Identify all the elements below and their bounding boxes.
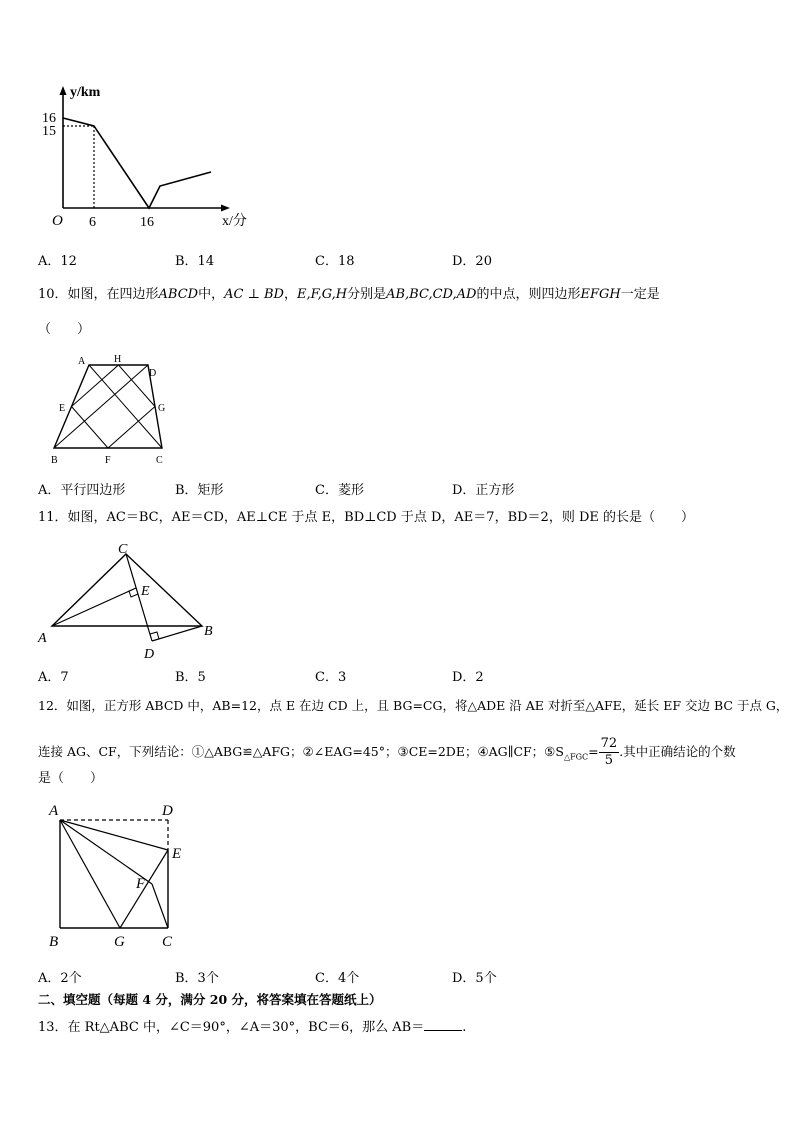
q12-frac-numerator: 72	[600, 736, 618, 751]
segment-af	[60, 820, 152, 884]
q10-option-a: A．平行四边形	[38, 483, 126, 498]
q12-label-b: B	[49, 934, 59, 950]
q10-option-b: B．矩形	[175, 483, 224, 498]
q12-option-d: D．5个	[452, 971, 497, 986]
q10-label-f: F	[105, 455, 111, 466]
q12-line2-pre: 连接 AG、CF，下列结论：①△ABG≌△AFG；②∠EAG=45°；③CE=2DE；④AG∥CF；⑤S	[38, 744, 564, 759]
q10-efgh: EFGH	[580, 287, 621, 302]
q10-figure	[44, 352, 176, 470]
q12-label-f: F	[136, 876, 146, 892]
q13-answer-blank[interactable]	[424, 1018, 462, 1031]
q11-option-c: C．3	[315, 670, 347, 685]
q11-text: 11．如图，AC＝BC，AE＝CD，AE⊥CE 于点 E，BD⊥CD 于点 D，AE＝7，BD＝2，则 DE 的长是（ ）	[38, 510, 694, 525]
q10-paren: （ ）	[38, 322, 91, 337]
q11-label-b: B	[204, 624, 213, 639]
segment-ae	[52, 588, 136, 626]
q12-option-b: B．3个	[175, 971, 219, 986]
q10-points: E,F,G,H	[296, 287, 348, 302]
q10-post: 一定是	[620, 287, 660, 302]
q11-figure	[34, 536, 224, 664]
q12-line2	[38, 736, 736, 769]
q12-label-e: E	[172, 846, 182, 862]
q10-perp: AC ⊥ BD	[224, 287, 284, 302]
q10-label-a: A	[78, 356, 86, 367]
y-tick-15: 15	[42, 124, 56, 139]
diagonal-bd	[54, 365, 148, 448]
q12-option-c: C．4个	[315, 971, 360, 986]
x-tick-16: 16	[140, 215, 154, 230]
distance-line	[63, 118, 211, 208]
q10-abcd: ABCD	[158, 287, 199, 302]
q11-label-c: C	[118, 542, 128, 557]
q11-option-b: B．5	[175, 670, 206, 685]
q12-label-d: D	[162, 803, 173, 819]
q10-option-d: D．正方形	[452, 483, 515, 498]
q11-label-e: E	[141, 584, 150, 599]
q10-pre: 10．如图，在四边形	[38, 287, 159, 302]
q10-mid1: 中，	[198, 287, 225, 302]
q10-option-c: C．菱形	[315, 483, 364, 498]
q13-text	[38, 1018, 466, 1037]
q10-label-d: D	[149, 368, 157, 379]
q12-line1: 12．如图，正方形 ABCD 中，AB=12，点 E 在边 CD 上，且 BG=CG，将△ADE 沿 AE 对折至△AFE，延长 EF 交边 BC 于点 G，	[38, 698, 789, 713]
q12-subscript: △FGC	[563, 752, 589, 762]
x-tick-6: 6	[89, 215, 96, 230]
quad-abcd	[54, 365, 162, 448]
q12-label-a: A	[49, 803, 59, 819]
q10-label-b: B	[51, 455, 58, 466]
q12-label-c: C	[162, 934, 173, 950]
y-tick-16: 16	[42, 111, 56, 126]
q9-option-d: D．20	[452, 254, 492, 269]
q9-option-a: A．12	[38, 254, 77, 269]
q10-sides: AB,BC,CD,AD	[386, 287, 477, 302]
origin-label: O	[52, 213, 63, 229]
q11-label-d: D	[144, 647, 155, 662]
q10-label-h: H	[114, 354, 122, 365]
q11-option-a: A．7	[38, 670, 69, 685]
y-axis-arrow	[60, 86, 67, 95]
q13-post: .	[462, 1020, 467, 1035]
q12-figure	[40, 798, 200, 954]
q10-sep: ，	[283, 287, 297, 302]
q12-option-a: A．2个	[38, 971, 82, 986]
segment-cf	[152, 884, 168, 928]
segment-ae	[60, 820, 168, 850]
q12-equals: =	[588, 744, 599, 759]
q10-text	[38, 286, 660, 304]
x-axis-arrow	[221, 205, 230, 212]
y-axis-label: y/km	[70, 85, 101, 100]
section-heading: 二、填空题（每题 4 分，满分 20 分，将答案填在答题纸上）	[38, 992, 382, 1007]
right-angle-e	[129, 591, 138, 597]
q11-option-d: D．2	[452, 670, 484, 685]
q12-fraction	[599, 736, 620, 769]
q10-label-g: G	[158, 403, 166, 414]
q10-mid2: 分别是	[347, 287, 387, 302]
q10-label-e: E	[59, 403, 66, 414]
q12-line3: 是（ ）	[38, 771, 104, 786]
q11-label-a: A	[38, 631, 47, 646]
segment-bd	[152, 626, 202, 641]
q13-pre: 13．在 Rt△ABC 中，∠C＝90°，∠A＝30°，BC＝6，那么 AB＝	[38, 1020, 425, 1035]
q9-option-b: B．14	[175, 254, 215, 269]
q9-option-c: C．18	[315, 254, 355, 269]
q10-mid3: 的中点，则四边形	[476, 287, 581, 302]
q12-label-g: G	[114, 934, 125, 950]
q10-label-c: C	[156, 455, 163, 466]
segment-ag	[60, 820, 120, 928]
x-axis-label: x/分	[222, 214, 247, 229]
q9-graph	[38, 80, 268, 232]
q12-line2-post: .其中正确结论的个数	[619, 744, 736, 759]
q12-frac-denominator: 5	[604, 753, 614, 768]
